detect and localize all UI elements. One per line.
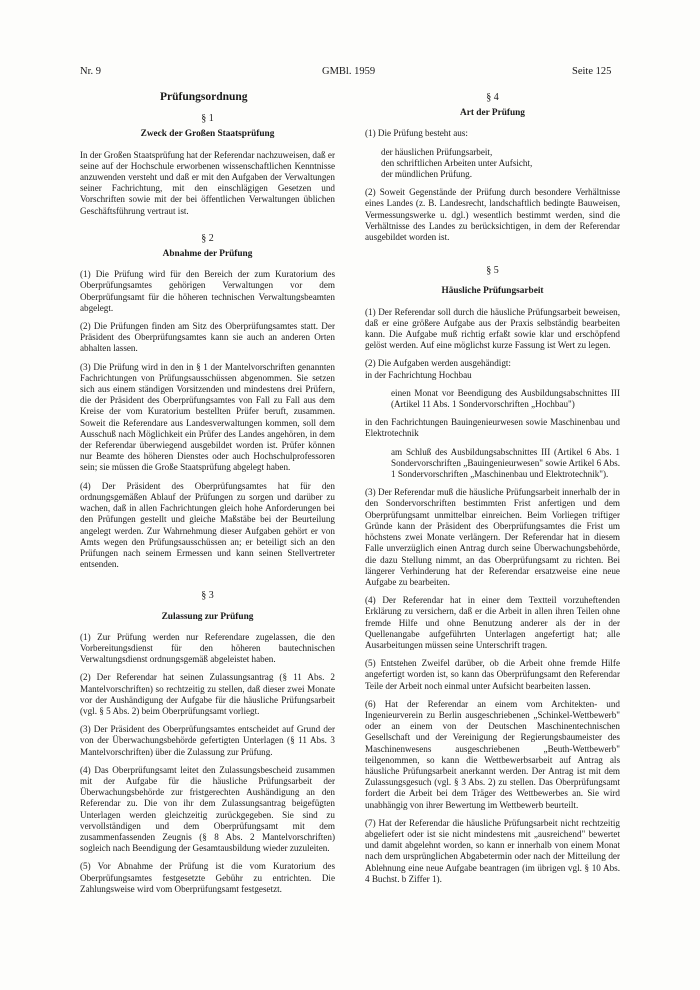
list-item: der häuslichen Prüfungsarbeit, — [381, 146, 493, 157]
section-3-number: § 3 — [201, 590, 214, 602]
document-title: Prüfungsordnung — [160, 91, 248, 103]
section-5-heading: Häusliche Prüfungsarbeit — [441, 286, 544, 297]
paragraph: (3) Der Präsident des Oberprüfungsamtes entscheidet auf Grund der von der Überwachungsbehörde gefertigten Unterlagen (§ 11 Abs. 3 Mantelvorschriften) über die Zulassung zur Prüfung. — [80, 724, 335, 757]
paragraph: (1) Die Prüfung besteht aus: — [365, 128, 468, 139]
paragraph: (4) Der Referendar hat in einer dem Textteil vorzuheftenden Erklärung zu versichern, daß er die Arbeit in allen ihren Teilen ohne fremde Hilfe und ohne Benutzung anderer als der in der Quellenangabe aufgeführten Unterlagen angefertigt hat; alle Ausarbeitungen müssen seine Unterschrift tragen. — [365, 595, 620, 650]
section-1-heading: Zweck der Großen Staatsprüfung — [140, 129, 275, 140]
section-3-heading: Zulassung zur Prüfung — [161, 611, 254, 622]
paragraph: (3) Die Prüfung wird in den in § 1 der Mantelvorschriften genannten Fachrichtungen von Prüfungsausschüssen abgenommen. Sie setzen sich aus einem ständigen Vorsitzenden und mindestens drei Prüfern, die der Präsident des Oberprüfungsamtes von Fall zu Fall aus dem Kreise der vom Kuratorium bestellten Prüfer beruft, zusammen. Soweit die Referendare aus Landesverwaltungen kommen, soll dem Ausschuß nach Möglichkeit ein Prüfer des Landes angehören, in dem der Referendar überwiegend ausgebildet worden ist. Prüfer können nur Beamte des höheren Dienstes oder auch Hochschulprofessoren sein; sie müssen die Große Staatsprüfung abgelegt haben. — [80, 361, 335, 473]
left-column — [80, 92, 335, 902]
paragraph: in den Fachrichtungen Bauingenieurwesen sowie Maschinenbau und Elektrotechnik — [365, 417, 620, 439]
paragraph: In der Großen Staatsprüfung hat der Referendar nachzuweisen, daß er seine auf der Hochschule erworbenen wissenschaftlichen Kenntnisse anzuwenden versteht und daß er mit den Aufgaben der Verwaltungen seiner Fachrichtung, mit den einschlägigen Gesetzen und Vorschriften sowie mit der bei öffentlichen Verwaltungen üblichen Geschäftsführung vertraut ist. — [80, 149, 335, 216]
section-4-number: § 4 — [486, 92, 499, 103]
paragraph: (6) Hat der Referendar an einem vom Architekten- und Ingenieurverein zu Berlin ausgeschriebenen „Schinkel-Wettbewerb" oder an einem von der Deutschen Maschinentechnischen Gesellschaft und der Vereinigung der Regierungsbaumeister des Maschinenwesens ausgeschriebenen „Beuth-Wettbewerb" teilgenommen, so kann die Wettbewerbsarbeit auf Antrag als häusliche Prüfungsarbeit anerkannt werden. Der Antrag ist mit dem Zulassungsgesuch (vgl. § 3 Abs. 2) zu stellen. Das Oberprüfungsamt fordert die Arbeit bei dem Träger des Wettbewerbes an. Sie wird unabhängig von ihrer Bewertung im Wettbewerb beurteilt. — [365, 698, 620, 810]
paragraph: (7) Hat der Referendar die häusliche Prüfungsarbeit nicht rechtzeitig abgeliefert oder ist sie nicht mindestens mit „ausreichend" bewertet und damit abgelehnt worden, so kann er innerhalb von einem Monat nach dem ursprünglichen Abgabetermin oder nach der Mitteilung der Ablehnung eine neue Aufgabe beantragen (im übrigen vgl. § 10 Abs. 4 Buchst. b Ziffer 1). — [365, 817, 620, 884]
paragraph: (1) Der Referendar soll durch die häusliche Prüfungsarbeit beweisen, daß er eine größere Aufgabe aus der Praxis selbständig bearbeiten kann. Die Aufgabe muß richtig erfaßt sowie klar und erschöpfend gelöst werden. Auf eine möglichst kurze Fassung ist Wert zu legen. — [365, 306, 620, 351]
paragraph: (2) Die Aufgaben werden ausgehändigt: — [365, 358, 511, 369]
section-4-heading: Art der Prüfung — [460, 108, 525, 119]
paragraph: (3) Der Referendar muß die häusliche Prüfungsarbeit innerhalb der in den Sondervorschriften bestimmten Frist anfertigen und dem Oberprüfungsamt unmittelbar einreichen. Beim Vorliegen triftiger Gründe kann der Präsident des Oberprüfungsamtes die Frist um höchstens zwei Monate verlängern. Der Referendar hat in diesem Falle unverzüglich einen Antrag durch seine Überwachungsbehörde, die dazu Stellung nimmt, an das Oberprüfungsamt zu richten. Bei längerer Verhinderung hat der Referendar ersatzweise eine neue Aufgabe zu bearbeiten. — [365, 487, 620, 587]
exam-parts-list — [381, 147, 620, 181]
paragraph: (2) Die Prüfungen finden am Sitz des Oberprüfungsamtes statt. Der Präsident des Oberprüfungsamtes kann sie auch an anderen Orten abhalten lassen. — [80, 321, 335, 354]
section-2-heading: Abnahme der Prüfung — [162, 249, 253, 260]
paragraph: (1) Die Prüfung wird für den Bereich der zum Kuratorium des Oberprüfungsamtes gehörigen Verwaltungen vor dem Oberprüfungsamt für die höheren technischen Verwaltungsbeamten abgelegt. — [80, 269, 335, 313]
paragraph: in der Fachrichtung Hochbau — [365, 369, 472, 380]
paragraph: (4) Das Oberprüfungsamt leitet den Zulassungsbescheid zusammen mit der Aufgabe für die häusliche Prüfungsarbeit der Überwachungsbehörde zur fristgerechten Aushändigung an den Referendar zu. Die von ihr dem Zulassungsantrag beigefügten Unterlagen werden gleichzeitig zurückgegeben. Sie sind zu vervollständigen und dem Oberprüfungsamt mit dem zusammenfassenden Zeugnis (§ 8 Abs. 2 Mantelvorschriften) sogleich nach Beendigung der Gesamtausbildung wieder zuzuleiten. — [80, 764, 335, 854]
paragraph: einen Monat vor Beendigung des Ausbildungsabschnittes III (Artikel 11 Abs. 1 Sondervorschriften „Hochbau") — [391, 387, 620, 410]
right-column — [365, 92, 620, 892]
section-1-number: § 1 — [201, 113, 214, 125]
paragraph: (5) Entstehen Zweifel darüber, ob die Arbeit ohne fremde Hilfe angefertigt worden ist, so kann das Oberprüfungsamt den Referendar Teile der Arbeit noch einmal unter Aufsicht bearbeiten lassen. — [365, 658, 620, 691]
section-5-number: § 5 — [486, 265, 499, 277]
paragraph: (2) Soweit Gegenstände der Prüfung durch besondere Verhältnisse eines Landes (z. B. Landesrecht, landschaftlich bedingte Bauweisen, Vermessungswerke u. dgl.) wesentlich bestimmt werden, sind die Verhältnisse des Landes zu berücksichtigen, in dem der Referendar ausgebildet worden ist. — [365, 187, 620, 243]
paragraph: am Schluß des Ausbildungsabschnittes III (Artikel 6 Abs. 1 Sondervorschriften „Bauingenieurwesen" sowie Artikel 6 Abs. 1 Sondervorschriften „Maschinenbau und Elektrotechnik"). — [391, 446, 620, 480]
paragraph: (1) Zur Prüfung werden nur Referendare zugelassen, die den Vorbereitungsdienst für den höheren bautechnischen Verwaltungsdienst ordnungsgemäß abgeleistet haben. — [80, 631, 335, 665]
section-2-number: § 2 — [201, 232, 214, 244]
publication-title: GMBl. 1959 — [322, 66, 376, 77]
paragraph: (4) Der Präsident des Oberprüfungsamtes hat für den ordnungsgemäßen Ablauf der Prüfungen zu sorgen und darüber zu wachen, daß in allen Fachrichtungen gleich hohe Anforderungen bei den Prüfungen gestellt und gleiche Maßstäbe bei der Beurteilung angelegt werden. Zur Wahrnehmung dieser Aufgaben gehört er von Amts wegen den Prüfungsausschüssen an; er beteiligt sich an den Prüfungen nach seinem Ermessen und kann seinen Stellvertreter entsenden. — [80, 480, 335, 570]
list-item: der mündlichen Prüfung. — [381, 169, 472, 180]
issue-number: Nr. 9 — [80, 66, 101, 77]
paragraph: (5) Vor Abnahme der Prüfung ist die vom Kuratorium des Oberprüfungsamtes festgesetzte Gebühr zu entrichten. Die Zahlungsweise wird vom Oberprüfungsamt festgesetzt. — [80, 861, 335, 894]
list-item: den schriftlichen Arbeiten unter Aufsicht, — [381, 157, 533, 168]
paragraph: (2) Der Referendar hat seinen Zulassungsantrag (§ 11 Abs. 2 Mantelvorschriften) so rechtzeitig zu stellen, daß dieser zwei Monate vor der Aushändigung der Aufgabe für die häusliche Prüfungsarbeit (vgl. § 5 Abs. 2) beim Oberprüfungsamt vorliegt. — [80, 672, 335, 716]
page-number: Seite 125 — [572, 66, 612, 77]
